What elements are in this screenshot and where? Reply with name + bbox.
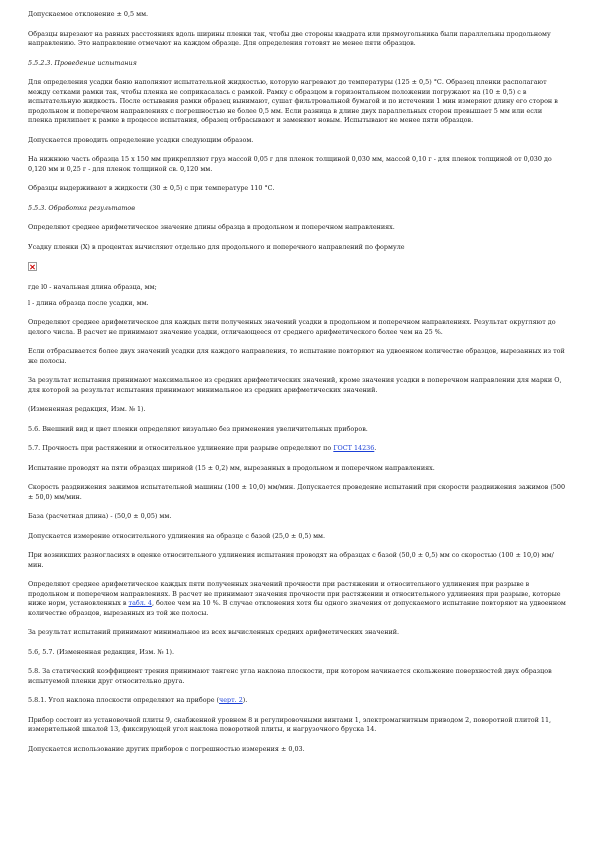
tensile-strength-text-end: . bbox=[374, 444, 377, 452]
section-heading-test-procedure: 5.5.2.3. Проведение испытания bbox=[28, 58, 137, 67]
inclination-angle-paragraph bbox=[28, 696, 567, 706]
section-heading-results-processing: 5.5.3. Обработка результатов bbox=[28, 203, 135, 212]
device-description-paragraph: Прибор состоит из установочной плиты 9, снабженной уровнем 8 и регулировочными винтами 1, электромагнитным приводом 2, поворотной плитой 11, измерительной шкалой 13, фиксирующей угол наклона поворотной плиты, и нагрузочного бруска 14. bbox=[28, 715, 552, 733]
amendment-note-2: 5.6, 5.7. (Измененная редакция, Изм. № 1). bbox=[28, 647, 175, 656]
inclination-angle-text: 5.8.1. Угол наклона плоскости определяют на приборе ( bbox=[28, 696, 220, 704]
amendment-note-1: (Измененная редакция, Изм. № 1). bbox=[28, 405, 146, 413]
tolerance-paragraph: Допускаемое отклонение ± 0,5 мм. bbox=[28, 10, 149, 18]
inclination-angle-text-end: ). bbox=[242, 696, 248, 704]
shrinkage-procedure-paragraph: Для определения усадки баню наполняют испытательной жидкостью, которую нагревают до температуры (125 ± 0,5) °С. Образец пленки располагают между сетками рамки так, чтобы пленка не соприкасалась с рамкой. Рамку с образцом в горизонтальном положении погружают на (10 ± 0,5) с в испытательную жидкость. После остывания рамки образец вынимают, сушат фильтровальной бумагой и по истечении 1 мин измеряют длину его сторон в продольном и поперечном направлениях с погрешностью не более 0,5 мм. Если разница в длине двух параллельных сторон превышает 5 мм или если пленка прилипает к рамке в процессе испытания, образец отбрасывают и заменяют новым. Испытывают не менее пяти образцов. bbox=[28, 78, 558, 124]
alternative-method-paragraph: Допускается проводить определение усадки следующим образом. bbox=[28, 135, 254, 144]
tensile-strength-paragraph bbox=[28, 444, 567, 454]
mean-shrinkage-paragraph: Определяют среднее арифметическое для каждых пяти полученных значений усадки в продольном и поперечном направлениях. Результат округляют до целого числа. В расчет не принимают значение усадки, отличающееся от среднего арифметического более чем на 25 %. bbox=[28, 318, 556, 336]
drawing-2-link[interactable]: черт. 2 bbox=[219, 696, 243, 704]
immersion-time-paragraph: Образцы выдерживают в жидкости (30 ± 0,5) с при температуре 110 °С. bbox=[28, 184, 275, 192]
clamp-speed-paragraph: Скорость раздвижения зажимов испытательной машины (100 ± 10,0) мм/мин. Допускается проведение испытаний при скорости раздвижения зажимов (500 ± 50,0) мм/мин. bbox=[28, 483, 566, 501]
specimen-cutting-paragraph: Образцы вырезают на равных расстояниях вдоль ширины пленки так, чтобы две стороны квадрата или прямоугольника были параллельны продольному направлению. Это направление отмечают на каждом образце. Для определения готовят не менее пяти образцов. bbox=[28, 29, 551, 47]
tensile-strength-text: 5.7. Прочность при растяжении и относительное удлинение при разрыве определяют по bbox=[28, 444, 334, 452]
tensile-result-paragraph: За результат испытаний принимают минимальное из всех вычисленных средних арифметических значений. bbox=[28, 628, 400, 636]
tensile-mean-text-end: , более чем на 10 %. В случае отклонения хотя бы одного значения от допускаемого испытание повторяют на удвоенном количестве образцов, вырезанных из той же полосы. bbox=[28, 599, 566, 617]
broken-image-icon bbox=[28, 262, 37, 271]
short-base-paragraph: Допускается измерение относительного удлинения на образце с базой (25,0 ± 0,5) мм. bbox=[28, 531, 326, 540]
gost-14236-link[interactable]: ГОСТ 14236 bbox=[333, 444, 375, 452]
load-weights-paragraph: На нижнюю часть образца 15 х 150 мм прикрепляют груз массой 0,05 г для пленок толщиной 0,030 мм, массой 0,10 г - для пленок толщиной от 0,030 до 0,120 мм и 0,25 г - для пленок толщиной св. 0,120 мм. bbox=[28, 155, 552, 173]
other-devices-paragraph: Допускается использование других приборов с погрешностью измерения ± 0,03. bbox=[28, 744, 305, 753]
tensile-specimens-paragraph: Испытание проводят на пяти образцах шириной (15 ± 0,2) мм, вырезанных в продольном и поперечном направлениях. bbox=[28, 463, 435, 472]
tensile-mean-text: Определяют среднее арифметическое каждых пяти полученных значений прочности при растяжении и относительного удлинения при разрыве в продольном и поперечном направлениях. В расчет не принимают значения прочности при растяжении и относительного удлинения при разрыве, которые ниже норм, установленных в bbox=[28, 580, 561, 607]
formula-legend-l0: где l0 - начальная длина образца, мм; bbox=[28, 283, 157, 291]
result-definition-paragraph: За результат испытания принимают максимальное из средних арифметических значений, кроме значения усадки в поперечном направлении для марки О, для которой за результат испытания принимают минимальное из средних арифметических значений. bbox=[28, 376, 562, 394]
friction-coefficient-paragraph: 5.8. За статический коэффициент трения принимают тангенс угла наклона плоскости, при котором начинается скольжение поверхностей двух образцов испытуемой пленки друг относительно друга. bbox=[28, 667, 552, 685]
retest-paragraph: Если отбрасывается более двух значений усадки для каждого направления, то испытание повторяют на удвоенном количестве образцов, вырезанных из той же полосы. bbox=[28, 347, 565, 365]
gauge-length-paragraph: База (расчетная длина) - (50,0 ± 0,05) мм. bbox=[28, 512, 172, 520]
appearance-paragraph: 5.6. Внешний вид и цвет пленки определяют визуально без применения увеличительных приборов. bbox=[28, 424, 368, 433]
shrinkage-formula-intro-paragraph: Усадку пленки (Х) в процентах вычисляют отдельно для продольного и поперечного направлений по формуле bbox=[28, 242, 405, 251]
mean-length-paragraph: Определяют среднее арифметическое значение длины образца в продольном и поперечном направлениях. bbox=[28, 223, 395, 231]
table-4-link[interactable]: табл. 4 bbox=[128, 599, 152, 607]
disagreement-paragraph: При возникших разногласиях в оценке относительного удлинения испытания проводят на образцах с базой (50,0 ± 0,5) мм со скоростью (100 ± 10,0) мм/мин. bbox=[28, 551, 554, 569]
tensile-mean-paragraph bbox=[28, 580, 567, 618]
formula-legend-l: l - длина образца после усадки, мм. bbox=[28, 298, 149, 307]
